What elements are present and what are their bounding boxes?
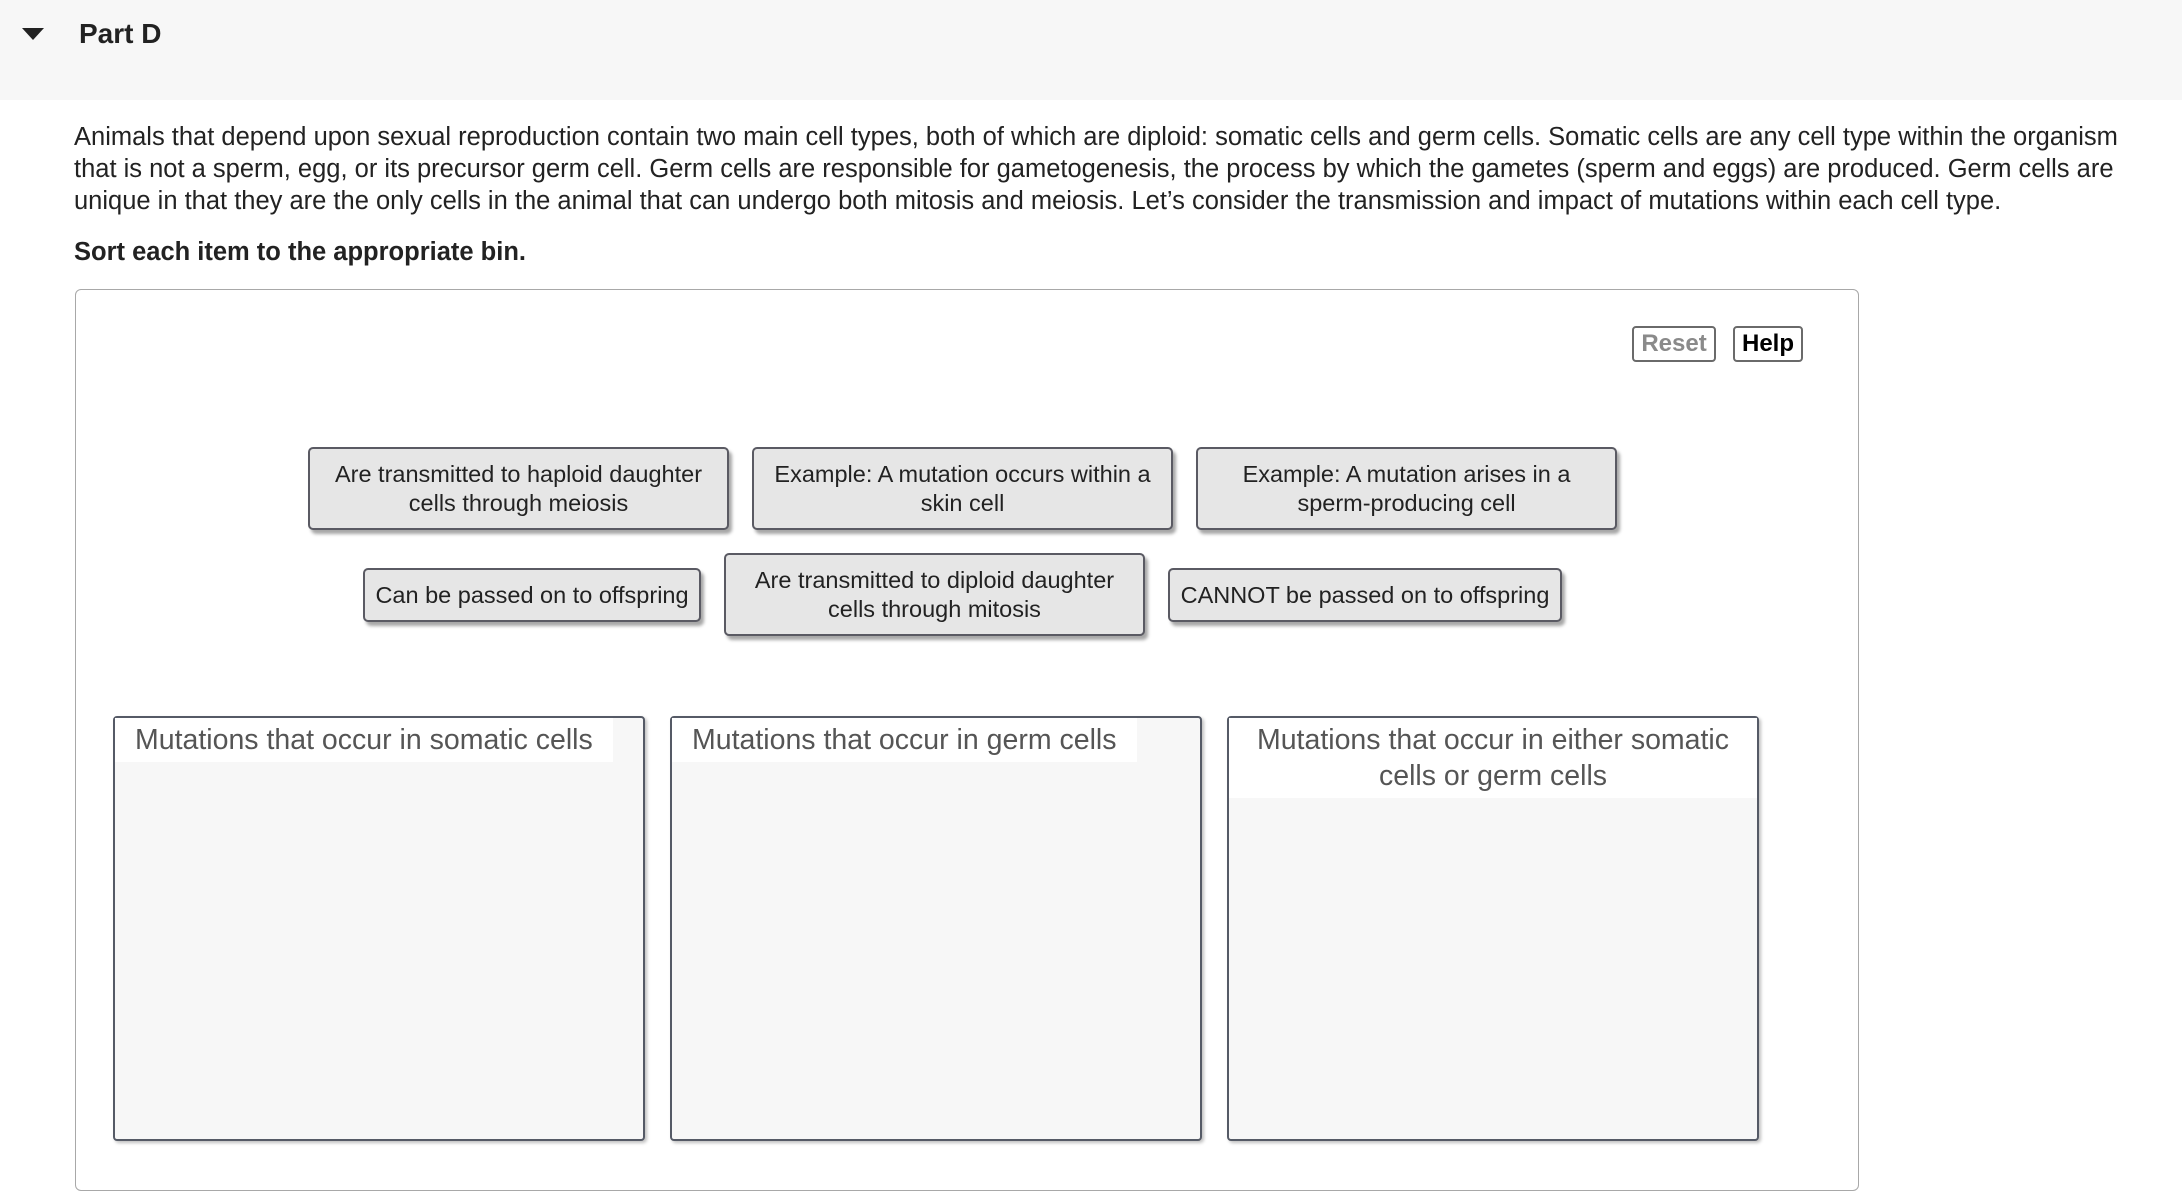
part-title: Part D [79,18,162,49]
instruction-text: Sort each item to the appropriate bin. [74,238,526,266]
bin-title: Mutations that occur in germ cells [672,718,1137,762]
draggable-item[interactable]: CANNOT be passed on to offspring [1168,568,1562,622]
bin-either[interactable] [1227,716,1759,1141]
collapse-caret-icon[interactable] [22,28,44,40]
help-button[interactable]: Help [1733,326,1803,362]
draggable-item[interactable]: Are transmitted to diploid daughter cells through mitosis [724,553,1145,636]
draggable-item[interactable]: Example: A mutation occurs within a skin cell [752,447,1173,530]
draggable-item[interactable]: Are transmitted to haploid daughter cells through meiosis [308,447,729,530]
bin-somatic[interactable] [113,716,645,1141]
draggable-item[interactable]: Can be passed on to offspring [363,568,701,622]
part-header[interactable] [0,0,2182,100]
bin-germ[interactable] [670,716,1202,1141]
intro-paragraph: Animals that depend upon sexual reproduction contain two main cell types, both of which are diploid: somatic cells and germ cells. Somatic cells are any cell type within the organism that is not a sperm, egg, or its precursor germ cell. Germ cells are responsible for gametogenesis, the process by which the gametes (sperm and eggs) are produced. Germ cells are unique in that they are the only cells in the animal that can undergo both mitosis and meiosis. Let’s consider the transmission and impact of mutations within each cell type. [74,123,2118,215]
bin-title: Mutations that occur in somatic cells [115,718,613,762]
reset-button[interactable]: Reset [1632,326,1716,362]
draggable-item[interactable]: Example: A mutation arises in a sperm-producing cell [1196,447,1617,530]
bin-title: Mutations that occur in either somatic cells or germ cells [1229,718,1757,798]
